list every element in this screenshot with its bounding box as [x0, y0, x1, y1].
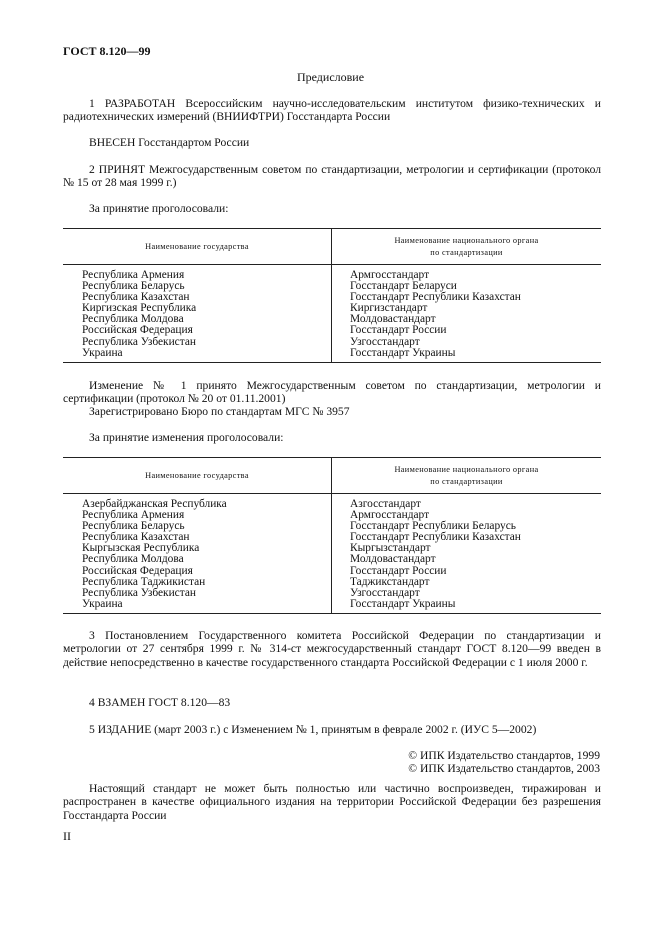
body-name: Госстандарт России: [350, 564, 447, 577]
state-name: Республика Молдова: [82, 313, 184, 326]
body-name: Молдовастандарт: [350, 553, 436, 566]
state-name: Российская Федерация: [82, 564, 193, 577]
state-name: Республика Молдова: [82, 553, 184, 566]
body-name: Госстандарт Республики Казахстан: [350, 531, 521, 544]
item-adopted: 2 ПРИНЯТ Межгосударственным советом по стандартизации, метрологии и сертификации (протокол № 15 от 28 мая 1999 г.): [63, 163, 601, 190]
body-name: Госстандарт Республики Беларусь: [350, 520, 516, 533]
state-column: [63, 265, 332, 363]
body-name: Госстандарт Республики Казахстан: [350, 291, 521, 304]
state-name: Киргизская Республика: [82, 302, 197, 315]
table-header-body: Наименование национального органа по стандартизации: [332, 229, 602, 265]
table-header-state: Наименование государства: [63, 458, 332, 494]
body-name: Киргизстандарт: [350, 302, 428, 315]
voted-amendment-intro: За принятие изменения проголосовали:: [89, 431, 284, 444]
state-name: Республика Казахстан: [82, 531, 190, 544]
voting-table-2: [63, 457, 601, 614]
body-name: Госстандарт Украины: [350, 597, 456, 610]
preface-title: Предисловие: [296, 70, 365, 84]
state-name: Республика Беларусь: [82, 520, 185, 533]
voting-table-1: [63, 228, 601, 363]
state-name: Республика Армения: [82, 509, 185, 522]
amendment-note: Изменение № 1 принято Межгосударственным советом по стандартизации, метрологии и сертификации (протокол № 20 от 01.11.2001): [63, 379, 601, 406]
copyright-2003: © ИПК Издательство стандартов, 2003: [408, 762, 600, 775]
state-name: Республика Узбекистан: [82, 586, 196, 599]
state-name: Российская Федерация: [82, 324, 193, 337]
state-name: Кыргызская Республика: [82, 542, 200, 555]
table-header-body: Наименование национального органа по стандартизации: [332, 458, 602, 494]
copyright-1999: © ИПК Издательство стандартов, 1999: [408, 749, 600, 762]
state-name: Республика Узбекистан: [82, 335, 196, 348]
item-developed: 1 РАЗРАБОТАН Всероссийским научно-исследовательским институтом физико-технических и радиотехнических измерений (ВНИИФТРИ) Госстандарта России: [63, 97, 601, 124]
body-column: [332, 494, 602, 614]
body-name: Армгосстандарт: [350, 269, 430, 281]
state-name: Республика Беларусь: [82, 280, 185, 293]
state-name: Республика Казахстан: [82, 291, 190, 304]
body-name: Узгосстандарт: [350, 586, 420, 599]
item-enacted: 3 Постановлением Государственного комитета Российской Федерации по стандартизации и метрологии от 27 сентября 1999 г. № 314-ст межгосударственный стандарт ГОСТ 8.120—99 введен в действие непосредственно в качестве государственного стандарта Российской Федерации с 1 июля 2000 г.: [63, 629, 601, 669]
body-name: Узгосстандарт: [350, 335, 420, 348]
page-number: II: [63, 829, 71, 843]
state-name: Азербайджанская Республика: [82, 498, 227, 510]
body-name: Госстандарт России: [350, 324, 447, 337]
document-code: ГОСТ 8.120—99: [63, 44, 151, 58]
state-name: Республика Армения: [82, 269, 185, 281]
body-name: Госстандарт Беларуси: [350, 280, 457, 293]
item-replaced: 4 ВЗАМЕН ГОСТ 8.120—83: [89, 696, 231, 709]
body-name: Госстандарт Украины: [350, 346, 456, 359]
body-column: [332, 265, 602, 363]
voted-intro: За принятие проголосовали:: [89, 202, 229, 215]
state-name: Республика Таджикистан: [82, 575, 206, 588]
body-name: Армгосстандарт: [350, 509, 430, 522]
state-column: [63, 494, 332, 614]
table-header-state: Наименование государства: [63, 229, 332, 265]
body-name: Кыргызстандарт: [350, 542, 431, 555]
state-name: Украина: [82, 597, 123, 610]
body-name: Молдовастандарт: [350, 313, 436, 326]
reproduction-notice: Настоящий стандарт не может быть полностью или частично воспроизведен, тиражирован и распространен в качестве официального издания на территории Российской Федерации без разрешения Госстандарта России: [63, 782, 601, 822]
item-introduced: ВНЕСЕН Госстандартом России: [89, 136, 250, 149]
state-name: Украина: [82, 346, 123, 359]
body-name: Азгосстандарт: [350, 498, 421, 510]
item-edition: 5 ИЗДАНИЕ (март 2003 г.) с Изменением № 1, принятым в феврале 2002 г. (ИУС 5—2002): [89, 723, 537, 736]
body-name: Таджикстандарт: [350, 575, 430, 588]
registration-note: Зарегистрировано Бюро по стандартам МГС № 3957: [89, 405, 350, 418]
